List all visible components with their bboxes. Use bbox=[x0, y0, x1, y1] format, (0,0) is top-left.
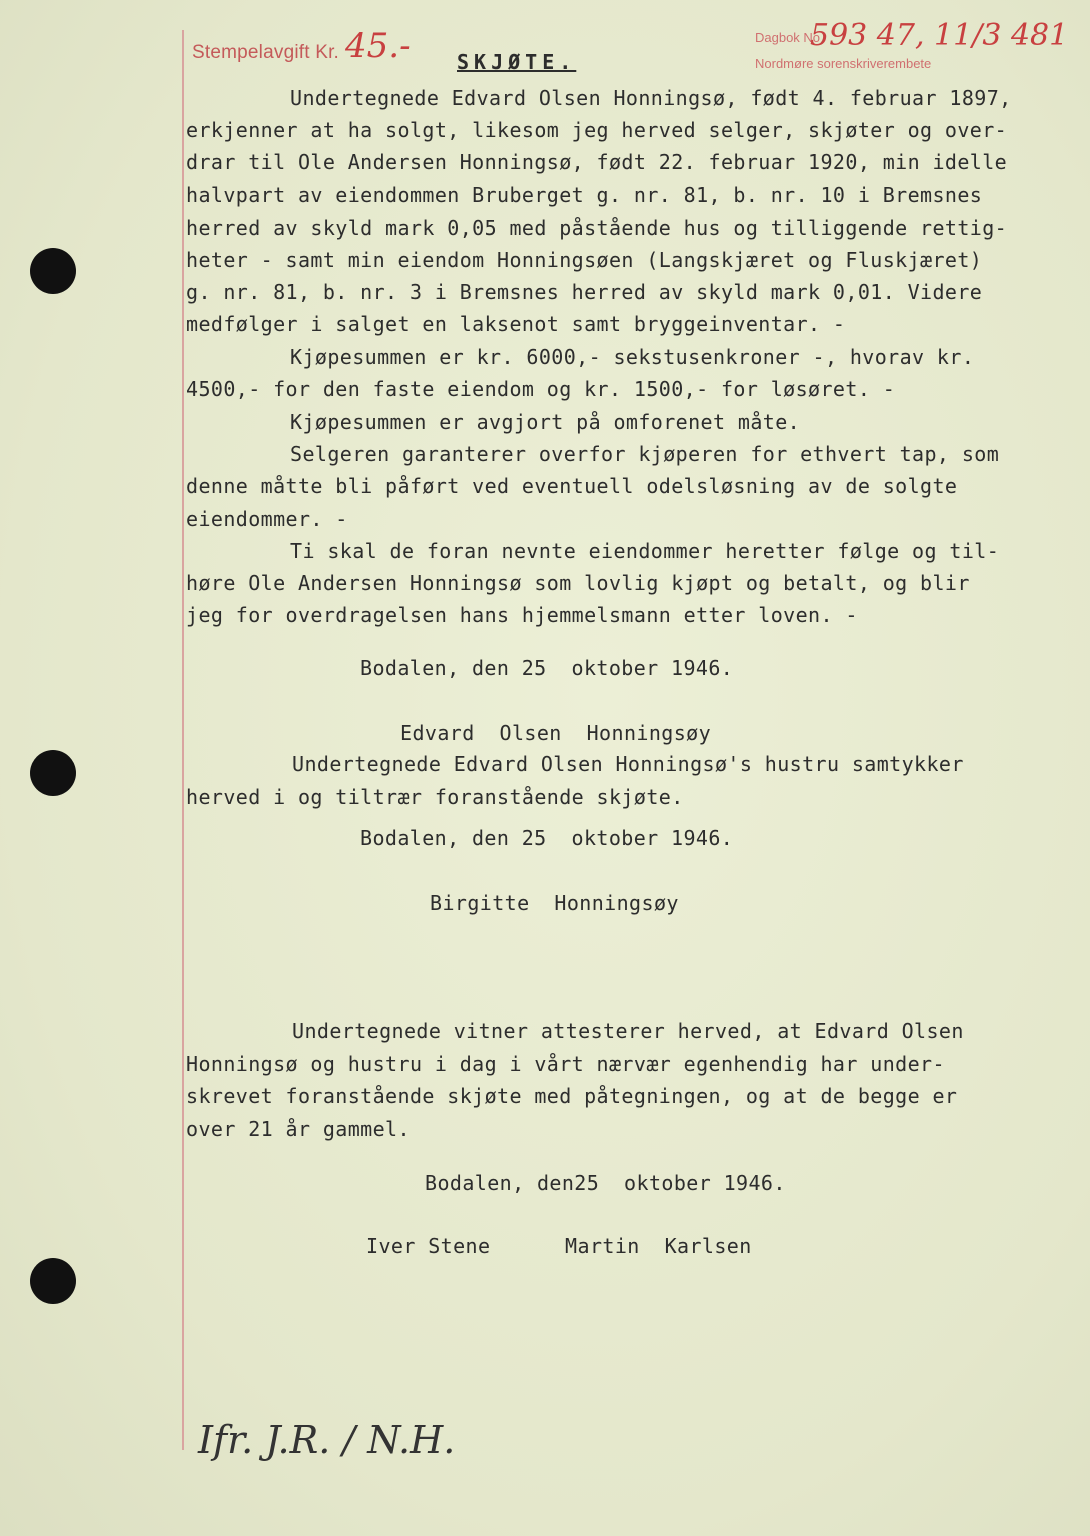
text-line: Kjøpesummen er kr. 6000,- sekstusenkroner -, hvorav kr. bbox=[290, 345, 975, 369]
text-line: Undertegnede Edvard Olsen Honningsø, født 4. februar 1897, bbox=[290, 86, 1012, 110]
register-label: Dagbok No bbox=[755, 30, 821, 45]
signature-spouse: Birgitte Honningsøy bbox=[430, 891, 679, 915]
document-title: SKJØTE. bbox=[457, 50, 577, 74]
stamp-fee-label: Stempelavgift Kr. bbox=[192, 42, 340, 63]
text-line: herved i og tiltrær foranstående skjøte. bbox=[186, 785, 684, 809]
text-line: eiendommer. - bbox=[186, 507, 348, 531]
text-line: jeg for overdragelsen hans hjemmelsmann etter loven. - bbox=[186, 603, 858, 627]
court-office-stamp: Nordmøre sorenskriverembete bbox=[755, 56, 932, 71]
text-line: herred av skyld mark 0,05 med påstående hus og tilliggende rettig- bbox=[186, 216, 1008, 240]
text-line: g. nr. 81, b. nr. 3 i Bremsnes herred av skyld mark 0,01. Videre bbox=[186, 280, 983, 304]
register-reference: 593 47, 11/3 481 bbox=[810, 18, 1069, 53]
text-line: Selgeren garanterer overfor kjøperen for ethvert tap, som bbox=[290, 442, 1000, 466]
text-line: halvpart av eiendommen Bruberget g. nr. 81, b. nr. 10 i Bremsnes bbox=[186, 183, 983, 207]
text-line: heter - samt min eiendom Honningsøen (Langskjæret og Fluskjæret) bbox=[186, 248, 983, 272]
signature-seller: Edvard Olsen Honningsøy bbox=[400, 721, 712, 745]
text-line: drar til Ole Andersen Honningsø, født 22. februar 1920, min idelle bbox=[186, 150, 1008, 174]
text-line: denne måtte bli påført ved eventuell odelsløsning av de solgte bbox=[186, 474, 958, 498]
text-line: medfølger i salget en laksenot samt bryggeinventar. - bbox=[186, 312, 846, 336]
text-line: erkjenner at ha solgt, likesom jeg herved selger, skjøter og over- bbox=[186, 118, 1008, 142]
place-date-line: Bodalen, den 25 oktober 1946. bbox=[360, 656, 734, 680]
place-date-line: Bodalen, den 25 oktober 1946. bbox=[360, 826, 734, 850]
text-line: Kjøpesummen er avgjort på omforenet måte. bbox=[290, 410, 801, 434]
margin-rule bbox=[182, 30, 184, 1450]
text-line: Undertegnede Edvard Olsen Honningsø's hustru samtykker bbox=[292, 752, 964, 776]
text-line: 4500,- for den faste eiendom og kr. 1500,- for løsøret. - bbox=[186, 377, 896, 401]
punch-hole bbox=[30, 750, 76, 796]
text-line: Ti skal de foran nevnte eiendommer heretter følge og til- bbox=[290, 539, 1000, 563]
text-line: Undertegnede vitner attesterer herved, at Edvard Olsen bbox=[292, 1019, 964, 1043]
punch-hole bbox=[30, 248, 76, 294]
place-date-line: Bodalen, den25 oktober 1946. bbox=[425, 1171, 786, 1195]
signature-witnesses: Iver Stene Martin Karlsen bbox=[366, 1234, 752, 1258]
text-line: over 21 år gammel. bbox=[186, 1117, 410, 1141]
text-line: skrevet foranstående skjøte med påtegningen, og at de begge er bbox=[186, 1084, 958, 1108]
text-line: Honningsø og hustru i dag i vårt nærvær egenhendig har under- bbox=[186, 1052, 945, 1076]
handwritten-annotation: Ifr. J.R. / N.H. bbox=[198, 1418, 456, 1462]
stamp-fee-amount: 45.- bbox=[345, 26, 411, 66]
punch-hole bbox=[30, 1258, 76, 1304]
text-line: høre Ole Andersen Honningsø som lovlig kjøpt og betalt, og blir bbox=[186, 571, 970, 595]
